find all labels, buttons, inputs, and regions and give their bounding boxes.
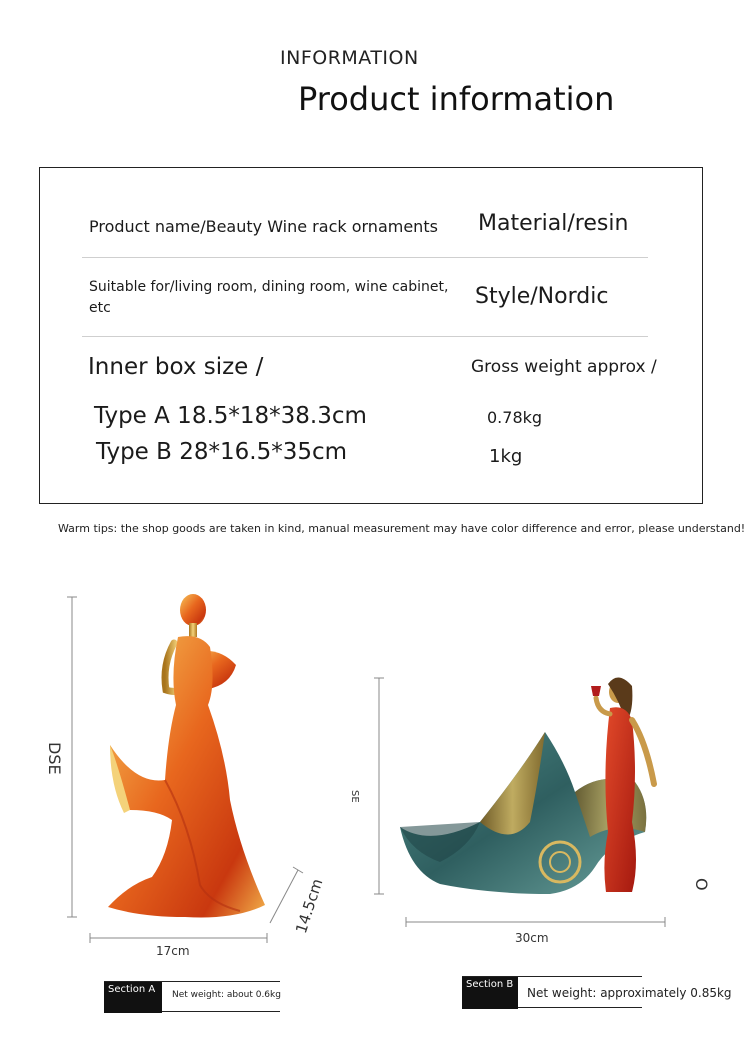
product-b-height-label: SE	[349, 790, 360, 803]
product-b-side-mark: O	[692, 878, 711, 891]
product-a-depth-label: 14.5cm	[292, 876, 327, 936]
type-a-size: Type A 18.5*18*38.3cm	[94, 403, 367, 429]
page-title: Product information	[298, 80, 615, 118]
product-b-width-label: 30cm	[515, 931, 549, 945]
style: Style/Nordic	[475, 284, 609, 309]
section-a-badge	[104, 981, 280, 1012]
type-b-size: Type B 28*16.5*35cm	[96, 439, 348, 465]
product-info-box	[39, 167, 703, 504]
section-b-badge	[462, 976, 732, 1008]
row-divider	[82, 336, 648, 337]
section-a-net-weight: Net weight: about 0.6kg	[172, 990, 281, 1000]
type-a-weight: 0.78kg	[487, 408, 543, 427]
product-a-width-label: 17cm	[156, 944, 190, 958]
section-a-tag: Section A	[104, 982, 162, 1013]
type-b-weight: 1kg	[489, 446, 523, 467]
product-name: Product name/Beauty Wine rack ornaments	[89, 217, 438, 236]
inner-box-size-label: Inner box size /	[88, 354, 264, 380]
product-a-figure	[40, 585, 370, 965]
section-b-net-weight: Net weight: approximately 0.85kg	[527, 986, 732, 1000]
product-b-figure	[370, 672, 700, 932]
product-a-height-label: DSE	[45, 742, 64, 775]
warm-tips: Warm tips: the shop goods are taken in kind, manual measurement may have color difference and error, please understand!	[58, 522, 746, 535]
section-eyebrow: INFORMATION	[280, 47, 419, 69]
material: Material/resin	[478, 211, 629, 236]
gross-weight-label: Gross weight approx /	[471, 357, 657, 377]
row-divider	[82, 257, 648, 258]
section-b-tag: Section B	[462, 977, 518, 1009]
suitable-for: Suitable for/living room, dining room, wine cabinet, etc	[89, 279, 449, 316]
